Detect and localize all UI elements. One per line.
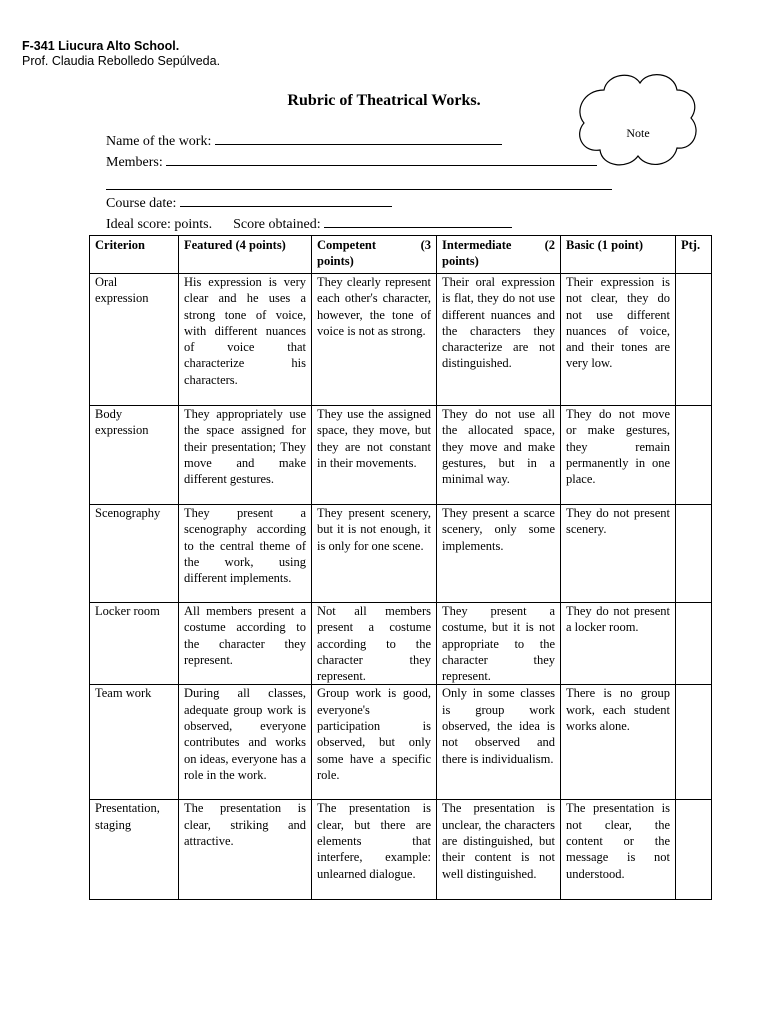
score-cell[interactable] — [676, 505, 712, 603]
members-line[interactable] — [166, 153, 597, 166]
featured-cell: During all classes, adequate group work is observed, everyone contributes and works on ideas, everyone has a role in the work. — [179, 685, 312, 800]
header-intermediate-points: points) — [442, 254, 479, 269]
featured-cell: All members present a costume according to the character they represent. — [179, 603, 312, 685]
note-label: Note — [626, 126, 650, 140]
table-row — [90, 800, 712, 900]
criterion-cell: Scenography — [90, 505, 179, 603]
criterion-cell: Presentation, staging — [90, 800, 179, 900]
table-row — [90, 406, 712, 505]
header-featured: Featured (4 points) — [179, 236, 312, 274]
work-name-field[interactable] — [106, 132, 502, 151]
competent-cell: The presentation is clear, but there are elements that interfere, example: unlearned dialogue. — [312, 800, 437, 900]
table-header-row — [90, 236, 712, 274]
competent-cell: Not all members present a costume according to the character they represent. — [312, 603, 437, 685]
featured-cell: They present a scenography according to the central theme of the work, using different implements. — [179, 505, 312, 603]
course-date-line[interactable] — [180, 194, 392, 207]
members-extra-line[interactable] — [106, 189, 612, 190]
document-header — [22, 39, 220, 69]
table-row — [90, 685, 712, 800]
criterion-cell: Body expression — [90, 406, 179, 505]
header-ptj: Ptj. — [676, 236, 712, 274]
criterion-cell: Locker room — [90, 603, 179, 685]
course-date-field[interactable] — [106, 194, 392, 213]
score-field — [106, 215, 512, 234]
basic-cell: They do not move or make gestures, they remain permanently in one place. — [561, 406, 676, 505]
school-name: F-341 Liucura Alto School. — [22, 39, 180, 53]
basic-cell: There is no group work, each student works alone. — [561, 685, 676, 800]
course-date-label: Course date: — [106, 196, 177, 211]
score-cell[interactable] — [676, 800, 712, 900]
table-row — [90, 505, 712, 603]
score-cell[interactable] — [676, 406, 712, 505]
header-competent-points: points) — [317, 254, 354, 269]
members-field[interactable] — [106, 153, 597, 172]
basic-cell: Their expression is not clear, they do not use different nuances of voice, and their tones are very low. — [561, 274, 676, 406]
work-name-line[interactable] — [215, 132, 502, 145]
basic-cell: The presentation is not clear, the content or the message is not understood. — [561, 800, 676, 900]
header-competent-word: Competent — [317, 238, 377, 252]
members-label: Members: — [106, 155, 163, 170]
score-cell[interactable] — [676, 603, 712, 685]
score-obtained-line[interactable] — [324, 215, 512, 228]
header-intermediate-word: Intermediate — [442, 238, 512, 252]
header-basic: Basic (1 point) — [561, 236, 676, 274]
ideal-score-label: Ideal score: points. — [106, 217, 213, 232]
intermediate-cell: Only in some classes is group work observed, the idea is not observed and there is individualism. — [437, 685, 561, 800]
competent-cell: They use the assigned space, they move, but they are not constant in their movements. — [312, 406, 437, 505]
competent-cell: They clearly represent each other's character, however, the tone of voice is not as strong. — [312, 274, 437, 406]
work-name-label: Name of the work: — [106, 134, 212, 149]
intermediate-cell: They do not use all the allocated space, they move and make gestures, but in a minimal way. — [437, 406, 561, 505]
intermediate-cell: The presentation is unclear, the characters are distinguished, but their content is not well distinguished. — [437, 800, 561, 900]
header-criterion: Criterion — [90, 236, 179, 274]
criterion-cell: Oral expression — [90, 274, 179, 406]
rubric-table — [89, 235, 712, 900]
score-obtained-label: Score obtained: — [233, 217, 321, 232]
featured-cell: His expression is very clear and he uses a strong tone of voice, with different nuances of voice that characterize his characters. — [179, 274, 312, 406]
featured-cell: The presentation is clear, striking and attractive. — [179, 800, 312, 900]
intermediate-cell: They present a costume, but it is not appropriate to the character they represent. — [437, 603, 561, 685]
header-competent-num: (3 — [420, 238, 431, 252]
score-cell[interactable] — [676, 274, 712, 406]
header-competent — [312, 236, 437, 274]
competent-cell: They present scenery, but it is not enough, it is only for one scene. — [312, 505, 437, 603]
table-row — [90, 603, 712, 685]
criterion-cell: Team work — [90, 685, 179, 800]
table-row — [90, 274, 712, 406]
basic-cell: They do not present a locker room. — [561, 603, 676, 685]
competent-cell: Group work is good, everyone's participation is observed, but only some have a specific role. — [312, 685, 437, 800]
teacher-name: Prof. Claudia Rebolledo Sepúlveda. — [22, 54, 221, 68]
intermediate-cell: Their oral expression is flat, they do not use different nuances and the characters they characterize are not distinguished. — [437, 274, 561, 406]
header-intermediate — [437, 236, 561, 274]
score-cell[interactable] — [676, 685, 712, 800]
header-intermediate-num: (2 — [544, 238, 555, 252]
featured-cell: They appropriately use the space assigned for their presentation; They move and make different gestures. — [179, 406, 312, 505]
page-title: Rubric of Theatrical Works. — [287, 92, 481, 109]
intermediate-cell: They present a scarce scenery, only some implements. — [437, 505, 561, 603]
basic-cell: They do not present scenery. — [561, 505, 676, 603]
